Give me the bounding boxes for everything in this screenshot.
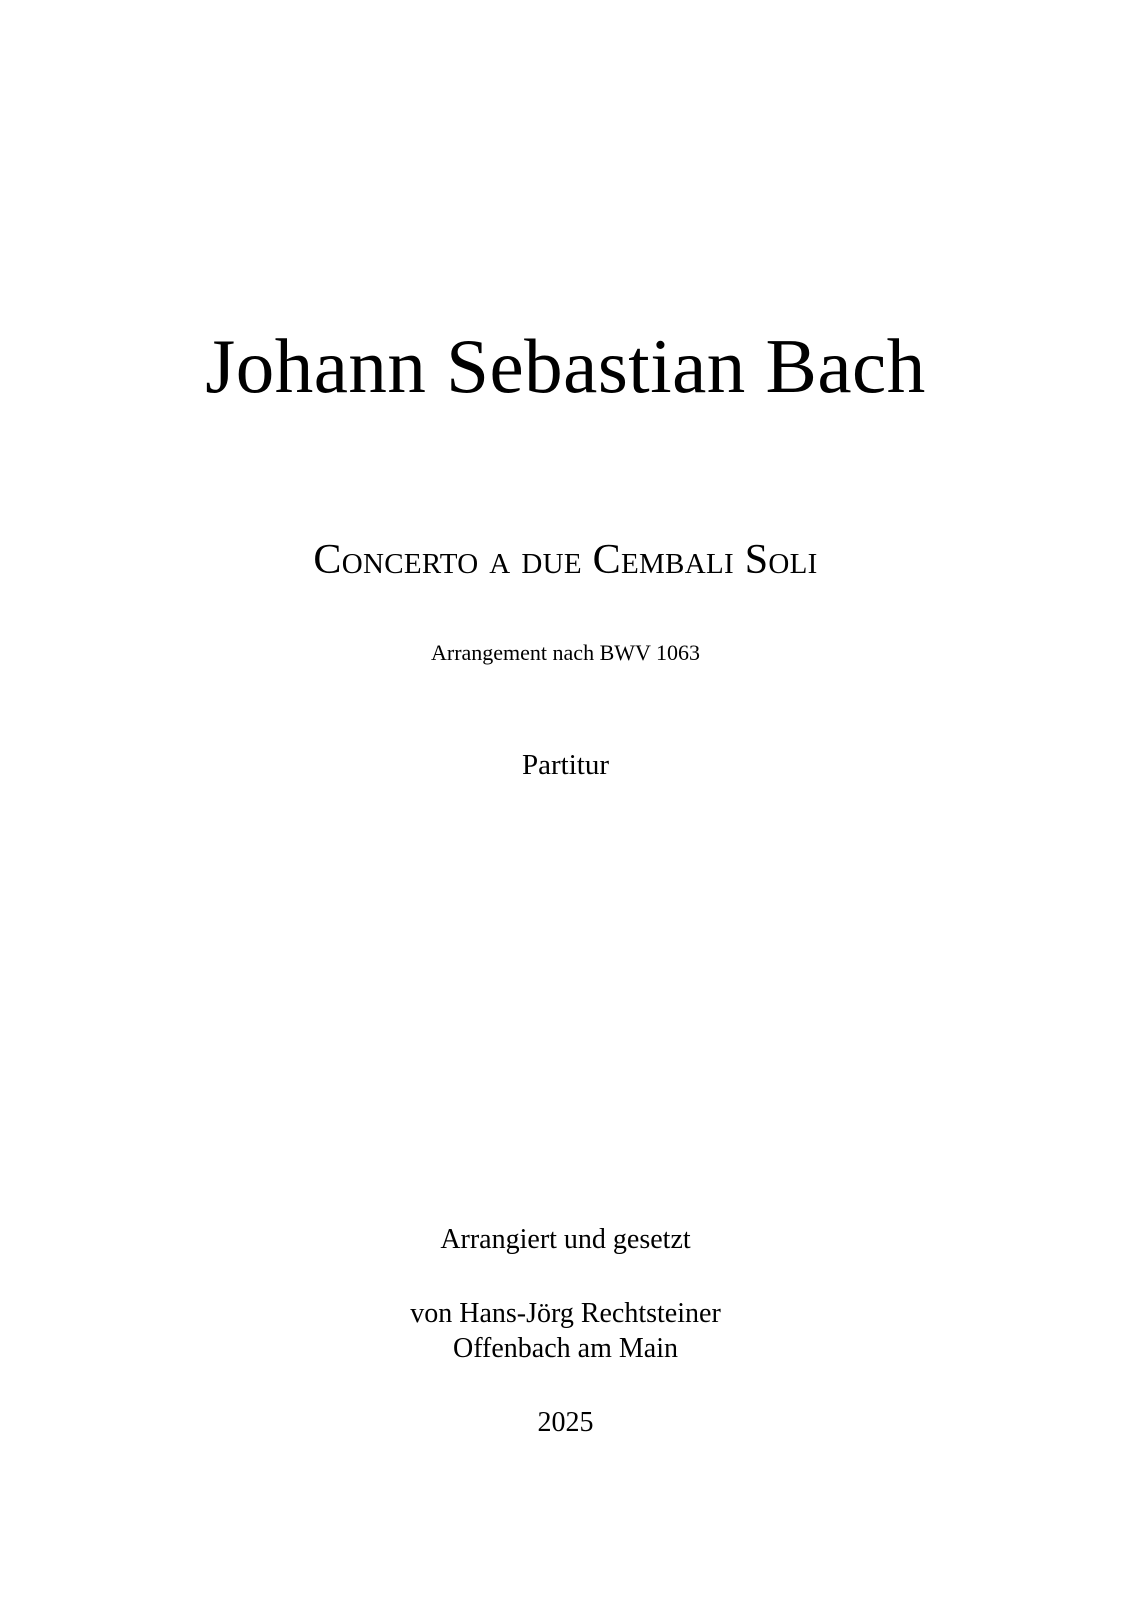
work-title: Concerto a due Cembali Soli	[313, 537, 818, 583]
arranger-line: von Hans-Jörg Rechtsteiner	[410, 1298, 721, 1329]
credit-line: Arrangiert und gesetzt	[440, 1224, 691, 1255]
score-type: Partitur	[522, 749, 609, 781]
year-line: 2025	[537, 1407, 594, 1438]
location-line: Offenbach am Main	[453, 1333, 678, 1364]
composer-name: Johann Sebastian Bach	[205, 323, 926, 409]
work-subtitle: Arrangement nach BWV 1063	[430, 640, 701, 665]
